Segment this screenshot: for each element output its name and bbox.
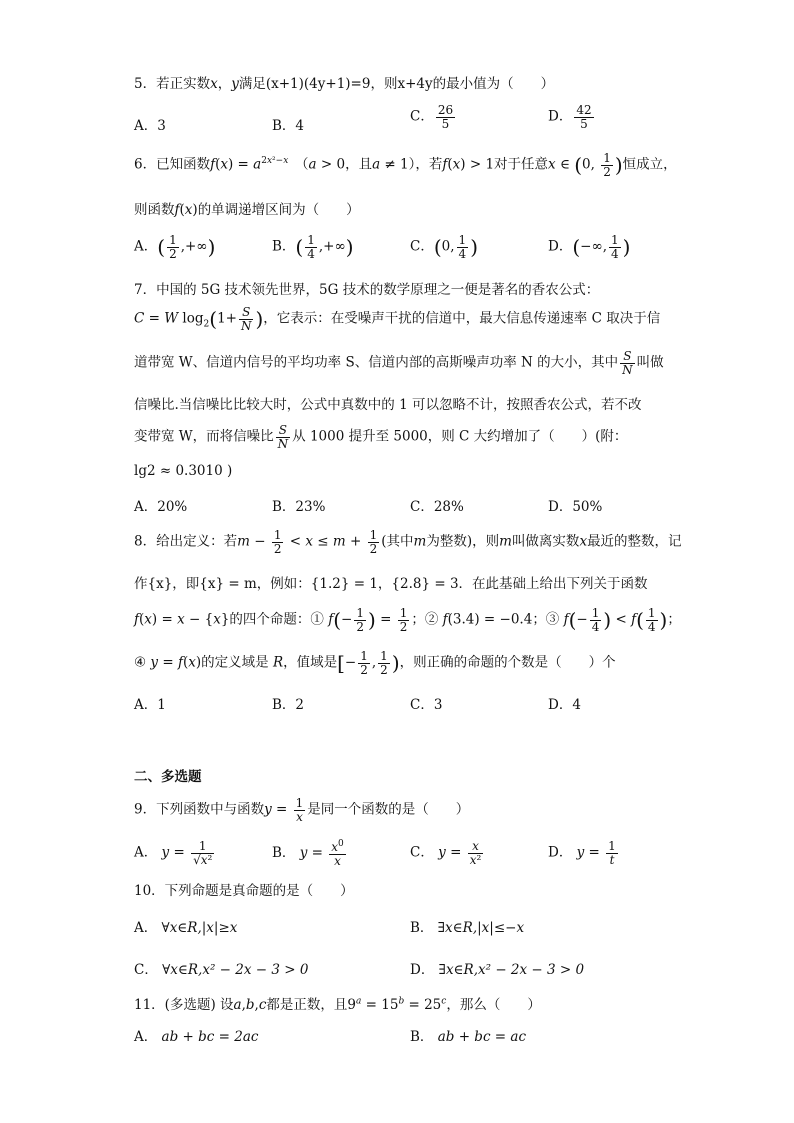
option-value: 50%	[572, 499, 603, 515]
option-label: C．	[134, 962, 158, 978]
q7-text: ，它表示：在受噪声干扰的信道中，最大信息传递速率 C 取决于信	[263, 310, 661, 327]
q8-text: ，则正确的命题的个数是（ ）个	[399, 654, 616, 671]
q10-option-a	[134, 916, 237, 936]
option-value: 1	[157, 697, 166, 713]
q8-option-c	[410, 693, 442, 713]
q5-option-c	[410, 104, 457, 130]
option-value: 2	[295, 697, 305, 713]
option-label: B．	[410, 1029, 434, 1045]
q10-option-b	[410, 916, 524, 936]
q6-line2: 则函数f(x)的单调递增区间为（ ）	[134, 202, 360, 218]
q10-stem	[134, 879, 354, 899]
q7-text: lg2 ≈ 0.3010 )	[134, 463, 233, 479]
option-label: D．	[548, 499, 573, 515]
q7-option-b	[272, 495, 325, 515]
option-label: A．	[134, 499, 158, 515]
option-value: ∃x∈R,|x|≤−x	[437, 920, 525, 936]
q7-text: 变带宽 W，而将信噪比	[134, 428, 274, 445]
q5-text: 的最小值为（ ）	[432, 76, 555, 92]
q7-line6	[134, 463, 232, 479]
numerator: 26	[437, 103, 454, 117]
q10-option-d	[410, 958, 584, 978]
q8-text: 为整数)，则	[426, 533, 500, 550]
option-label: A．	[134, 844, 158, 861]
q8-text: ④	[134, 654, 147, 671]
option-value: 4	[295, 118, 305, 134]
option-label: B．	[410, 920, 434, 936]
q8-text: 最近的整数，记	[587, 533, 682, 550]
q8-line2	[134, 572, 648, 592]
option-label: D．	[548, 844, 573, 861]
q6-text: ），若	[408, 156, 443, 173]
q5-condition: (x+1)(4y+1)=9	[265, 76, 371, 92]
q8-line4: ④ y = f(x)的定义域是 R，值域是[− $\frac{1}{2}$ , $\frac{1}{2}$ )，则正确的命题的个数是（ ）个	[134, 649, 616, 677]
q6-stem: 6．已知函数$f(x) = a^{2x^2-x}$ （a > 0，且a ≠ 1），若f(x) > 1对于任意x ∈ (0, $\frac{1}{2}$ )恒成立，	[134, 151, 677, 179]
option-value: ∀x∈R,|x|≥x	[161, 920, 238, 936]
option-label: C．	[410, 499, 434, 515]
q6-text: 的单调递增区间为（ ）	[197, 202, 360, 218]
q8-text: (其中	[381, 533, 414, 550]
q11-text: 11．(多选题) 设	[134, 997, 234, 1013]
q8-option-d	[548, 693, 581, 713]
q11-option-a	[134, 1025, 258, 1045]
fraction	[436, 104, 455, 130]
q8-option-b	[272, 693, 304, 713]
q7-text: 从 1000 提升至 5000，则 C 大约增加了（ ）(附：	[292, 428, 628, 445]
option-value: ab + bc = ac	[437, 1029, 527, 1045]
option-label: B．	[272, 697, 296, 713]
option-value: ∃x∈R,x² − 2x − 3 > 0	[438, 962, 585, 978]
option-label: D．	[410, 962, 435, 978]
q10-text: 10．下列命题是真命题的是（ ）	[134, 883, 354, 899]
q6-option-a: A．( $\frac{1}{2}$ ,+∞)	[134, 233, 216, 261]
q11-stem: 11．(多选题) 设a,b,c都是正数，且$9^a = 15^b = 25^c$，那么（ ）	[134, 996, 541, 1013]
option-value: 4	[572, 697, 581, 713]
q7-option-d	[548, 495, 602, 515]
q6-option-b: B．( $\frac{1}{4}$ ,+∞)	[272, 233, 354, 261]
q5-option-b	[272, 114, 304, 134]
q8-text: ，值域是	[283, 654, 338, 671]
option-value: 3	[433, 697, 443, 713]
q11-text: 都是正数，且	[266, 997, 348, 1013]
q5-expression: x+4y	[397, 76, 433, 92]
option-value: 3	[157, 118, 166, 134]
q6-text: 对于任意	[494, 156, 549, 173]
q9-option-b: B． y = $\frac{x^0}{x}$	[272, 839, 344, 868]
section-heading: 二、多选题	[134, 769, 202, 785]
option-label: A．	[134, 697, 158, 713]
q8-text: 的四个命题：①	[229, 611, 324, 628]
option-value: ∀x∈R,x² − 2x − 3 > 0	[162, 962, 309, 978]
option-label: B．	[272, 845, 296, 862]
option-label: C．	[410, 844, 434, 861]
q7-option-c	[410, 495, 464, 515]
q7-option-a	[134, 495, 187, 515]
option-label: D．	[548, 108, 573, 125]
q7-text: 7．中国的 5G 技术领先世界，5G 技术的数学原理之一便是著名的香农公式：	[134, 282, 600, 298]
q6-text: 则函数	[134, 202, 175, 218]
q8-text: ；②	[411, 611, 439, 628]
q7-line5: 变带宽 W，而将信噪比 $\frac{S}{N}$ 从 1000 提升至 5000，则 C 大约增加了（ ）(附：	[134, 423, 628, 451]
q5-text: ，则	[370, 76, 398, 92]
q8-text: 8．给出定义：若	[134, 533, 238, 550]
q8-option-a	[134, 693, 166, 713]
q9-option-d: D． y = $\frac{1}{t}$	[548, 839, 616, 867]
q6-text: 6．已知函数	[134, 156, 211, 173]
option-value: 23%	[295, 499, 326, 515]
option-label: C．	[410, 697, 434, 713]
option-label: B．	[272, 499, 296, 515]
option-value: ab + bc = 2ac	[161, 1029, 259, 1045]
option-label: C．	[410, 238, 434, 255]
numerator: 42	[576, 103, 592, 117]
q7-text: 叫做	[636, 354, 664, 371]
option-label: D．	[548, 697, 573, 713]
q7-line1	[134, 278, 599, 298]
q5-text: 满足	[238, 76, 266, 92]
q5-text: ，	[217, 76, 232, 92]
q9-option-a: A． y = $\frac{1}{\text{√x²}}$	[134, 839, 213, 867]
denominator: 5	[441, 116, 450, 131]
q8-text: 叫做离实数	[511, 533, 580, 550]
q5-option-d	[548, 104, 596, 130]
q5-option-a	[134, 114, 166, 134]
q7-line2: C = W $\log_2(1+$ $\frac{S}{N}$ )，它表示：在受噪声干扰的信道中，最大信息传递速率 C 取决于信	[134, 305, 661, 333]
option-value: 28%	[433, 499, 464, 515]
q9-text: 9．下列函数中与函数	[134, 801, 265, 818]
q9-option-c: C． y = $\frac{x}{\text{x²}}$	[410, 839, 482, 867]
q8-line1: 8．给出定义：若m − $\frac{1}{2}$ < x ≤ m + $\frac{1}{2}$ (其中m为整数)，则m叫做离实数x最近的整数，记	[134, 528, 682, 556]
q10-option-c	[134, 958, 308, 978]
q6-text: 恒成立，	[622, 156, 677, 173]
q8-text: 的定义域是	[201, 654, 269, 671]
q8-text: 作{x}，即{x} = m，例如：{1.2} = 1，{2.8} = 3．在此基础上给出下列关于函数	[134, 576, 648, 592]
q7-text: 道带宽 W、信道内信号的平均功率 S、信道内部的高斯噪声功率 N 的大小，其中	[134, 354, 619, 371]
option-label: B．	[272, 238, 296, 255]
option-value: 20%	[157, 499, 188, 515]
denominator: 5	[580, 116, 588, 131]
fraction	[574, 104, 593, 130]
q5-text: 5．若正实数	[134, 76, 211, 92]
option-label: A．	[134, 238, 158, 255]
q8-text: ；③	[532, 611, 560, 628]
q6-text: ，且	[345, 156, 373, 173]
q11-option-b	[410, 1025, 526, 1045]
option-label: B．	[272, 118, 296, 134]
option-label: C．	[410, 108, 434, 125]
q7-line3: 道带宽 W、信道内信号的平均功率 S、信道内部的高斯噪声功率 N 的大小，其中 $\frac{S}{N}$ 叫做	[134, 349, 664, 377]
option-label: A．	[134, 1029, 158, 1045]
q9-stem: 9．下列函数中与函数y = $\frac{1}{x}$ 是同一个函数的是（ ）	[134, 796, 470, 824]
q11-text: ，那么（ ）	[446, 997, 541, 1013]
q7-line4	[134, 393, 641, 413]
option-label: D．	[548, 238, 573, 255]
q7-text: 信噪比.当信噪比比较大时，公式中真数中的 1 可以忽略不计，按照香农公式，若不改	[134, 397, 642, 413]
option-label: A．	[134, 920, 158, 936]
q9-text: 是同一个函数的是（ ）	[307, 801, 470, 818]
option-label: A．	[134, 118, 158, 134]
q6-text: （	[301, 156, 309, 173]
q5-stem: 5．若正实数x，y满足(x+1)(4y+1)=9，则x+4y的最小值为（ ）	[134, 76, 555, 92]
fraction: $\frac{1}{2}$	[603, 151, 611, 179]
q8-line3: f(x) = x − {x}的四个命题：① f(− $\frac{1}{2}$ ) = $\frac{1}{2}$ ；② f(3.4) = −0.4；③ f(− $\frac{1}{4}$ ) < f( $\frac{1}{4}$ )；	[134, 606, 681, 634]
q6-option-c: C．(0, $\frac{1}{4}$ )	[410, 233, 478, 261]
q6-option-d: D．(−∞, $\frac{1}{4}$ )	[548, 233, 631, 261]
